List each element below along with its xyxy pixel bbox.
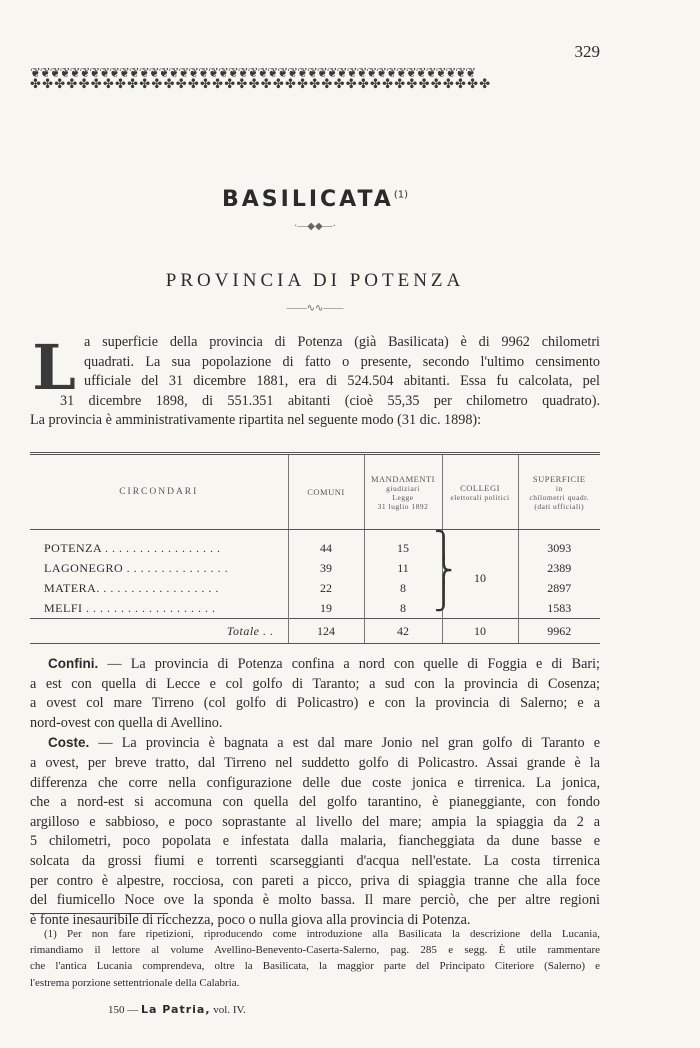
coste-line: che a nord-est si accomuna con quella del golfo tarantino, è pianeggiante, con fondo (30, 794, 600, 811)
cell-mandamenti: 8 (364, 598, 442, 619)
cell-total-mandamenti: 42 (364, 619, 442, 644)
header-mandamenti-sub: Legge (392, 492, 414, 502)
table-total-row (30, 619, 600, 644)
coste-line: a ovest, per breve tratto, dal Tirreno nel suddetto golfo di Policastro. Assai grande è la (30, 754, 600, 771)
page-number: 329 (574, 42, 600, 61)
coste-line: solcata da grossi fiumi e torrenti scarseggianti d'acqua nell'estate. La costa tirrenica (30, 852, 600, 869)
brace-icon: ⎬ (434, 556, 454, 586)
footnote-line: rimandiamo il lettore al volume Avellino-Benevento-Caserta-Salerno, pag. 285 e segg. È utile rammentare (30, 944, 600, 957)
coste-heading: Coste. (48, 735, 90, 751)
cell-superficie: 3093 (518, 530, 600, 559)
cell-circondario: LAGONEGRO . . . . . . . . . . . . . . . (44, 560, 229, 575)
cell-superficie: 1583 (518, 598, 600, 619)
cell-total-superficie: 9962 (518, 619, 600, 644)
region-title-text: BASILICATA (222, 187, 394, 212)
flourish-icon: ·—◆◆—· (293, 221, 337, 232)
header-collegi (442, 454, 518, 530)
coste-line: per contro è alpestre, rocciosa, con pareti a picco, priva di spiaggia tranne che alla foce (30, 872, 600, 889)
header-superficie-sub: chilometri quadr. (529, 492, 590, 502)
brace-icon: ⎫ (434, 531, 454, 561)
region-title (0, 187, 630, 212)
cell-mandamenti: 8 (364, 578, 442, 598)
intro-line: ufficiale del 31 dicembre 1881, era di 524.504 abitanti. Essa fu calcolata, pel (84, 373, 600, 389)
cell-collegi-grouped: 10 (442, 530, 518, 619)
cell-circondario: MELFI . . . . . . . . . . . . . . . . . . . (44, 600, 216, 615)
footnote-divider (30, 913, 168, 914)
confini-line: a ovest col mare Tirreno (col golfo di Policastro) e con la provincia di Salerno; e a (30, 695, 600, 712)
cell-comuni: 22 (288, 578, 364, 598)
coste-line: del fiumicello Noce ove la sponda è molto bassa. Il mare perciò, che per altre regioni (30, 892, 600, 909)
coste-text: — La provincia è bagnata a est dal mare Jonio nel gran golfo di Taranto e (89, 735, 600, 752)
header-collegi-label: COLLEGI (460, 482, 500, 493)
confini-text: — La provincia di Potenza confina a nord con quelle di Foggia e di Bari; (98, 656, 600, 672)
coste-line: 5 chilometri, poco popolata e infestata dalla malaria, fiancheggiata da dune basse e (30, 833, 600, 850)
footnote-line: l'estrema porzione settentrionale della Calabria. (30, 976, 240, 989)
region-footnote-ref: (1) (393, 189, 408, 201)
coste-line: è fonte inesauribile di ricchezza, poco o nulla giova alla provincia di Potenza. (30, 911, 471, 928)
cell-circondario: MATERA. . . . . . . . . . . . . . . . . . (44, 580, 219, 595)
intro-line: La provincia è amministrativamente ripartita nel seguente modo (31 dic. 1898): (30, 412, 482, 428)
province-title: PROVINCIA DI POTENZA (165, 270, 465, 291)
header-superficie-sub: (dati ufficiali) (534, 501, 585, 511)
header-superficie (518, 454, 600, 530)
intro-line: a superficie della provincia di Potenza (già Basilicata) è di 9962 chilometri (84, 334, 600, 350)
header-circondari: CIRCONDARI (30, 454, 288, 530)
signature-line (108, 1003, 246, 1016)
header-mandamenti (364, 454, 442, 530)
brace-icon: ⎭ (434, 582, 454, 612)
intro-line: quadrati. La sua popolazione di fatto o presente, secondo l'ultimo censimento (84, 353, 600, 370)
cell-comuni: 19 (288, 598, 364, 619)
coste-line: differenza che corre nella configurazione delle due coste jonica e tirrenica. La jonica, (30, 774, 600, 791)
cell-total-label: Totale . . (30, 619, 288, 644)
confini-line: a est con quella di Lecce e col golfo di Taranto; a sud con la provincia di Cosenza; (30, 675, 600, 692)
signature-volume: vol. IV. (213, 1004, 246, 1016)
ornamental-header-band: ❦❦❦❦❦❦❦❦❦❦❦❦❦❦❦❦❦❦❦❦❦❦❦❦❦❦❦❦❦❦❦❦❦❦❦❦❦❦❦❦❦❦❦❦❦ ✤ ✤ ✤ ✤ ✤ ✤ ✤ ✤ ✤ ✤ ✤ ✤ ✤ ✤ ✤ ✤ ✤ ✤ ✤ ✤ ✤ ✤ ✤ ✤ ✤ ✤ ✤ ✤ ✤ ✤ ✤ ✤ ✤ ✤ ✤ ✤ ✤ ✤ (30, 67, 490, 89)
flourish-icon: ——∿∿—— (286, 303, 344, 314)
confini-line: nord-ovest con quella di Avellino. (30, 714, 223, 731)
footnote (30, 926, 600, 991)
signature-work: La Patria, (141, 1003, 211, 1016)
cell-superficie: 2389 (518, 558, 600, 578)
footnote-line: che l'antica Lucania comprendeva, oltre la Basilicata, la maggior parte del Principato Citeriore (Salerno) e (30, 960, 600, 973)
cell-mandamenti: 11 (364, 558, 442, 578)
signature-number: 150 — (108, 1004, 139, 1016)
cell-mandamenti: 15 (364, 530, 442, 559)
circondari-table (30, 452, 600, 644)
cell-superficie: 2897 (518, 578, 600, 598)
footnote-line: (1) Per non fare ripetizioni, riproducendo come introduzione alla Basilicata la descrizione della Lucania, (44, 928, 600, 940)
header-mandamenti-label: MANDAMENTI (370, 473, 436, 484)
cell-total-collegi: 10 (442, 619, 518, 644)
cell-comuni: 44 (288, 530, 364, 559)
header-collegi-sub: elettorali politici (450, 492, 510, 502)
header-mandamenti-sub: giudiziari (386, 483, 420, 493)
confini-heading: Confini. (48, 656, 99, 671)
table-header-row (30, 454, 600, 530)
body-text (30, 654, 600, 930)
cell-circondario: POTENZA . . . . . . . . . . . . . . . . . (44, 540, 221, 555)
coste-line: argilloso e sabbioso, e poco soprastante al livello del mare; ampia la spiaggia da 2 a (30, 813, 600, 830)
header-mandamenti-sub: 31 luglio 1892 (377, 501, 429, 511)
intro-line: 31 dicembre 1898, di 551.351 abitanti (cioè 55,35 per chilometro quadrato). (60, 392, 600, 409)
coste-line (30, 733, 600, 754)
confini-line (30, 654, 600, 675)
header-superficie-sub: in (555, 483, 563, 493)
intro-paragraph (30, 333, 600, 431)
dropcap-letter: L (32, 331, 76, 404)
cell-total-comuni: 124 (288, 619, 364, 644)
table-row (30, 530, 600, 559)
header-superficie-label: SUPERFICIE (532, 473, 586, 484)
cell-comuni: 39 (288, 558, 364, 578)
header-comuni: COMUNI (288, 454, 364, 530)
